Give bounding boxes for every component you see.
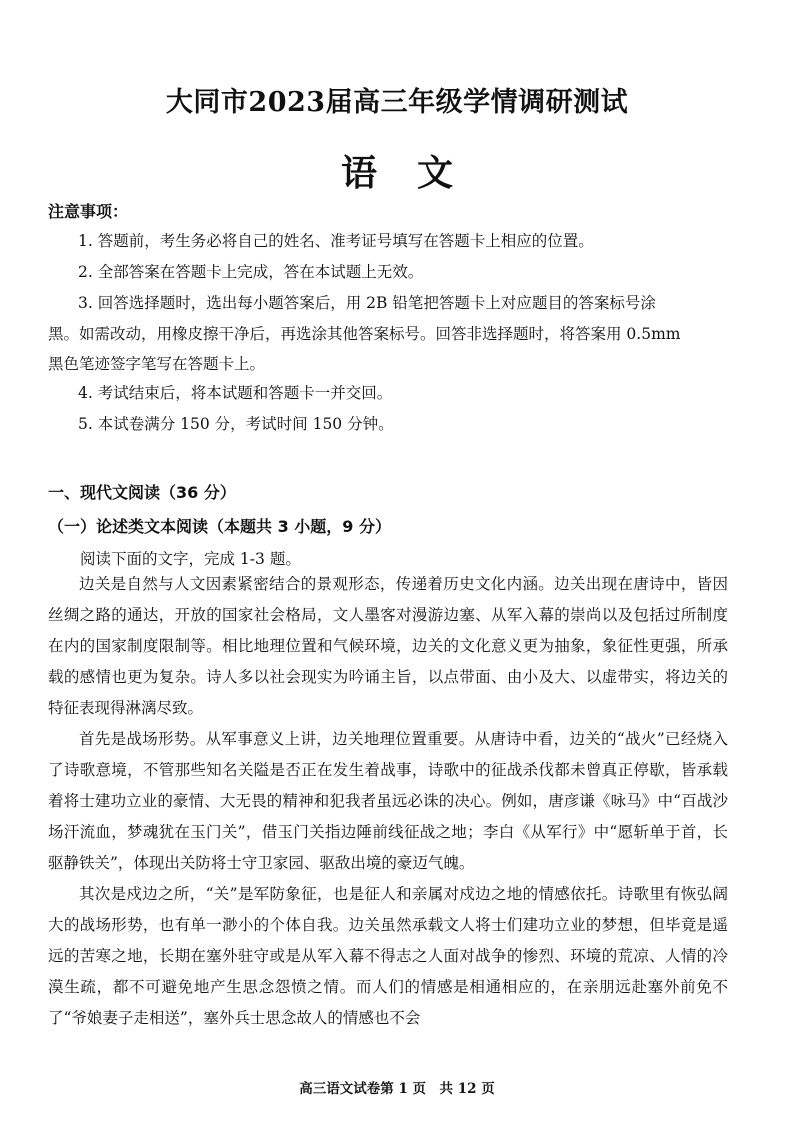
reading-instruction: 阅读下面的文字，完成 1-3 题。: [80, 550, 301, 568]
exam-title: 大同市2023届高三年级学情调研测试: [165, 87, 629, 118]
passage-paragraph-2: 首先是战场形势。从军事意义上讲，边关地理位置重要。从唐诗中看，边关的“战火”已经烧入了诗歌意境，不管那些知名关隘是否正在发生着战事，诗歌中的征战杀伐都未曾真正停歇，皆承载着将士建功立业的豪情、大无畏的精神和犯我者虽远必诛的决心。例如，唐彦谦《咏马》中“百战沙场汗流血，梦魂犹在玉门关”，借玉门关指边陲前线征战之地；李白《从军行》中“愿斩单于首，长驱静铁关”，体现出关防将士守卫家园、驱敌出境的豪迈气魄。: [48, 730, 728, 872]
notice-heading: 注意事项：: [48, 202, 129, 221]
notice-item-3: 3. 回答选择题时，选出每小题答案后，用 2B 铅笔把答题卡上对应题目的答案标号涂: [78, 294, 656, 312]
subsection-heading: （一）论述类文本阅读（本题共 3 小题，9 分）: [48, 517, 391, 536]
notice-item-4: 4. 考试结束后，将本试题和答题卡一并交回。: [78, 384, 393, 402]
passage-paragraph-3: 其次是戍边之所，“关”是军防象征，也是征人和亲属对戍边之地的情感依托。诗歌里有恢弘阔大的战场形势，也有单一渺小的个体自我。边关虽然承载文人将士们建功立业的梦想，但毕竟是遥远的苦寒之地，长期在塞外驻守或是从军入幕不得志之人面对战争的惨烈、环境的荒凉、人情的冷漠生疏，都不可避免地产生思念怨愤之情。而人们的情感是相通相应的，在亲朋远赴塞外前免不了“爷娘妻子走相送”，塞外兵士思念故人的情感也不会: [48, 885, 728, 1027]
notice-item-2: 2. 全部答案在答题卡上完成，答在本试题上无效。: [78, 263, 424, 281]
section-heading: 一、现代文阅读（36 分）: [48, 483, 236, 502]
reading-passage: [48, 569, 728, 1034]
page-footer: 高三语文试卷第 1 页 共 12 页: [299, 1081, 495, 1097]
notice-item-5: 5. 本试卷满分 150 分，考试时间 150 分钟。: [78, 415, 394, 433]
passage-paragraph-1: 边关是自然与人文因素紧密结合的景观形态，传递着历史文化内涵。边关出现在唐诗中，皆因丝绸之路的通达，开放的国家社会格局，文人墨客对漫游边塞、从军入幕的崇尚以及包括过所制度在内的国家制度限制等。相比地理位置和气候环境，边关的文化意义更为抽象，象征性更强，所承载的感情也更为复杂。诗人多以社会现实为吟诵主旨，以点带面、由小及大、以虚带实，将边关的特征表现得淋漓尽致。: [48, 575, 728, 717]
subject-title: 语文: [340, 152, 493, 194]
notice-item-3-cont: 黑。如需改动，用橡皮擦干净后，再选涂其他答案标号。回答非选择题时，将答案用 0.5mm: [48, 325, 681, 343]
notice-item-3-cont2: 黑色笔迹签字笔写在答题卡上。: [48, 355, 266, 373]
notice-item-1: 1. 答题前，考生务必将自己的姓名、准考证号填写在答题卡上相应的位置。: [78, 232, 594, 250]
